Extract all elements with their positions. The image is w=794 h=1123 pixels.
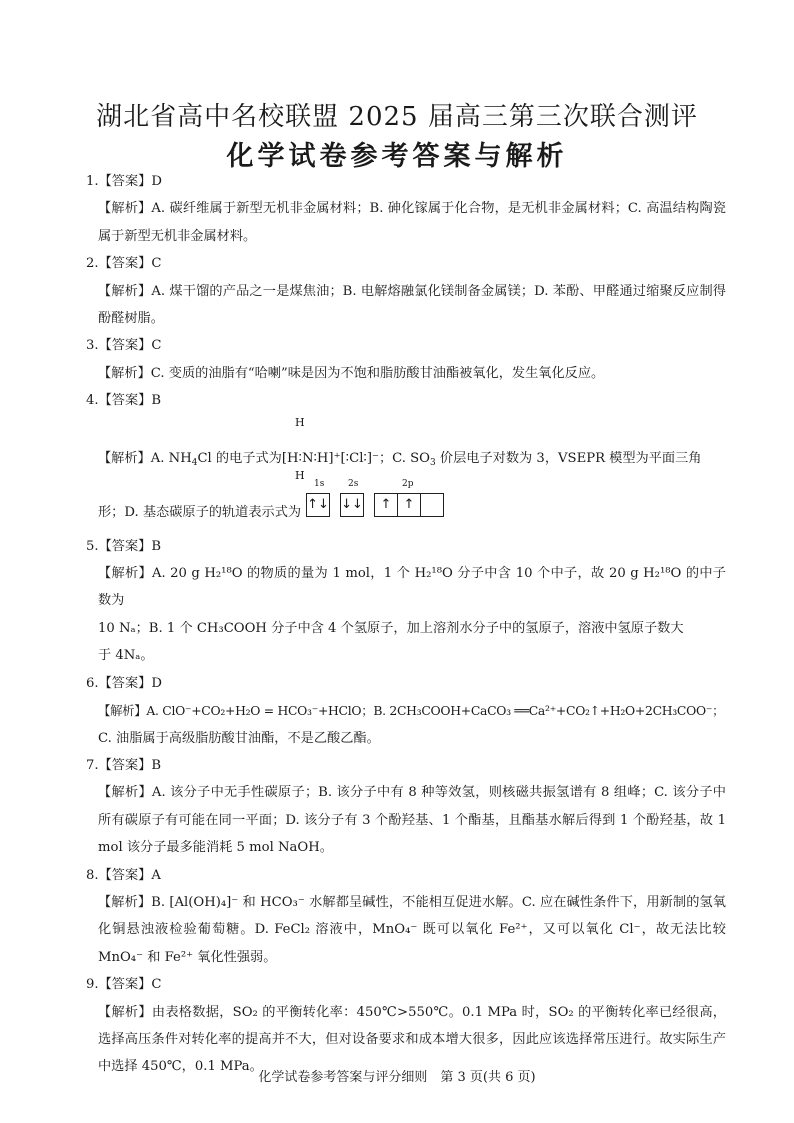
- document-title: 湖北省高中名校联盟 2025 届高三第三次联合测评: [96, 102, 698, 132]
- q2-explanation: 【解析】A. 煤干馏的产品之一是煤焦油；B. 电解熔融氯化镁制备金属镁；D. 苯酚、甲醛通过缩聚反应制得酚醛树脂。: [98, 283, 726, 327]
- q3-answer: 3.【答案】C: [86, 338, 162, 354]
- q5-answer: 5.【答案】B: [86, 538, 162, 554]
- q6-explanation-line1: 【解析】A. ClO⁻+CO₂+H₂O = HCO₃⁻+HClO；B. 2CH₃COOH+CaCO₃ ══Ca²⁺+CO₂↑+H₂O+2CH₃COO⁻；: [98, 703, 725, 719]
- q1-answer: 1.【答案】D: [86, 174, 162, 189]
- orbital-box-2p-2: ↑: [397, 493, 421, 517]
- orbital-box-1s: ↑↓: [306, 493, 330, 517]
- q6-explanation-line2: C. 油脂属于高级脂肪酸甘油酯，不是乙酸乙酯。: [98, 730, 380, 746]
- orbital-box-2s: ↓↓: [340, 493, 364, 517]
- orbital-box-2p-3: [420, 493, 444, 517]
- q4-explanation: [98, 415, 726, 533]
- orbital-diagram: [306, 479, 456, 529]
- q1-explanation: 【解析】A. 碳纤维属于新型无机非金属材料；B. 砷化镓属于化合物，是无机非金属材料；C. 高温结构陶瓷属于新型无机非金属材料。: [98, 201, 726, 244]
- orbital-label-2p: 2p: [402, 478, 414, 489]
- q8-explanation: 【解析】B. [Al(OH)₄]⁻ 和 HCO₃⁻ 水解都呈碱性，不能相互促进水解。C. 应在碱性条件下，用新制的氢氧化铜悬浊液检验葡萄糖。D. FeCl₂ 溶液中，MnO₄⁻ 既可以氧化 Fe²⁺，又可以氧化 Cl⁻，故无法比较 MnO₄⁻ 和 Fe²⁺ 氧化性强弱。: [98, 894, 726, 965]
- q3-explanation: 【解析】C. 变质的油脂有“哈喇”味是因为不饱和脂肪酸甘油酯被氧化，发生氧化反应。: [98, 365, 605, 381]
- q7-explanation: 【解析】A. 该分子中无手性碳原子；B. 该分子中有 8 种等效氢，则核磁共振氢谱有 8 组峰；C. 该分子中所有碳原子有可能在同一平面；D. 该分子有 3 个酚羟基、1 个酯基，且酯基水解后得到 1 个酚羟基，故 1 mol 该分子最多能消耗 5 mol NaOH。: [98, 785, 726, 856]
- lewis-h-bottom: H: [295, 468, 305, 482]
- q4-explanation-line2: 形；D. 基态碳原子的轨道表示式为: [98, 504, 302, 520]
- q4-explanation-line1: 【解析】A. $NH_4Cl$ 的电子式为[H∶N∶H]⁺[∶Cl∶]⁻；C. $SO_3$ 价层电子对数为 3，VSEPR 模型为平面三角: [98, 450, 702, 468]
- q5-explanation-line2: 10 Nₐ；B. 1 个 CH₃COOH 分子中含 4 个氢原子，加上溶剂水分子中的氢原子，溶液中氢原子数大: [98, 620, 684, 636]
- orbital-label-1s: 1s: [314, 478, 325, 489]
- q9-explanation: 【解析】由表格数据，SO₂ 的平衡转化率：450℃>550℃。0.1 MPa 时，SO₂ 的平衡转化率已经很高，选择高压条件对转化率的提高并不大，但对设备要求和成本增大很多，因此应该选择常压进行。故实际生产中选择 450℃，0.1 MPa。: [98, 1004, 726, 1075]
- q7-answer: 7.【答案】B: [86, 757, 162, 773]
- lewis-h-top: H: [295, 415, 305, 429]
- electron-formula: [H∶N∶H]⁺[∶Cl∶]⁻: [281, 450, 379, 466]
- q5-explanation-line3: 于 4Nₐ。: [98, 648, 154, 664]
- document-subtitle: 化学试卷参考答案与解析: [226, 141, 568, 172]
- q4-answer: 4.【答案】B: [86, 393, 162, 409]
- q5-explanation-line1: 【解析】A. 20 g H₂¹⁸O 的物质的量为 1 mol，1 个 H₂¹⁸O 分子中含 10 个中子，故 20 g H₂¹⁸O 的中子数为: [98, 566, 726, 609]
- answer-list: [86, 168, 726, 1081]
- q9-answer: 9.【答案】C: [86, 977, 162, 993]
- q8-answer: 8.【答案】A: [86, 867, 161, 883]
- orbital-box-2p-1: ↑: [374, 493, 398, 517]
- q2-answer: 2.【答案】C: [86, 256, 162, 272]
- q6-answer: 6.【答案】D: [86, 675, 162, 691]
- orbital-label-2s: 2s: [348, 478, 359, 489]
- page-footer: 化学试卷参考答案与评分细则 第 3 页(共 6 页): [258, 1070, 536, 1085]
